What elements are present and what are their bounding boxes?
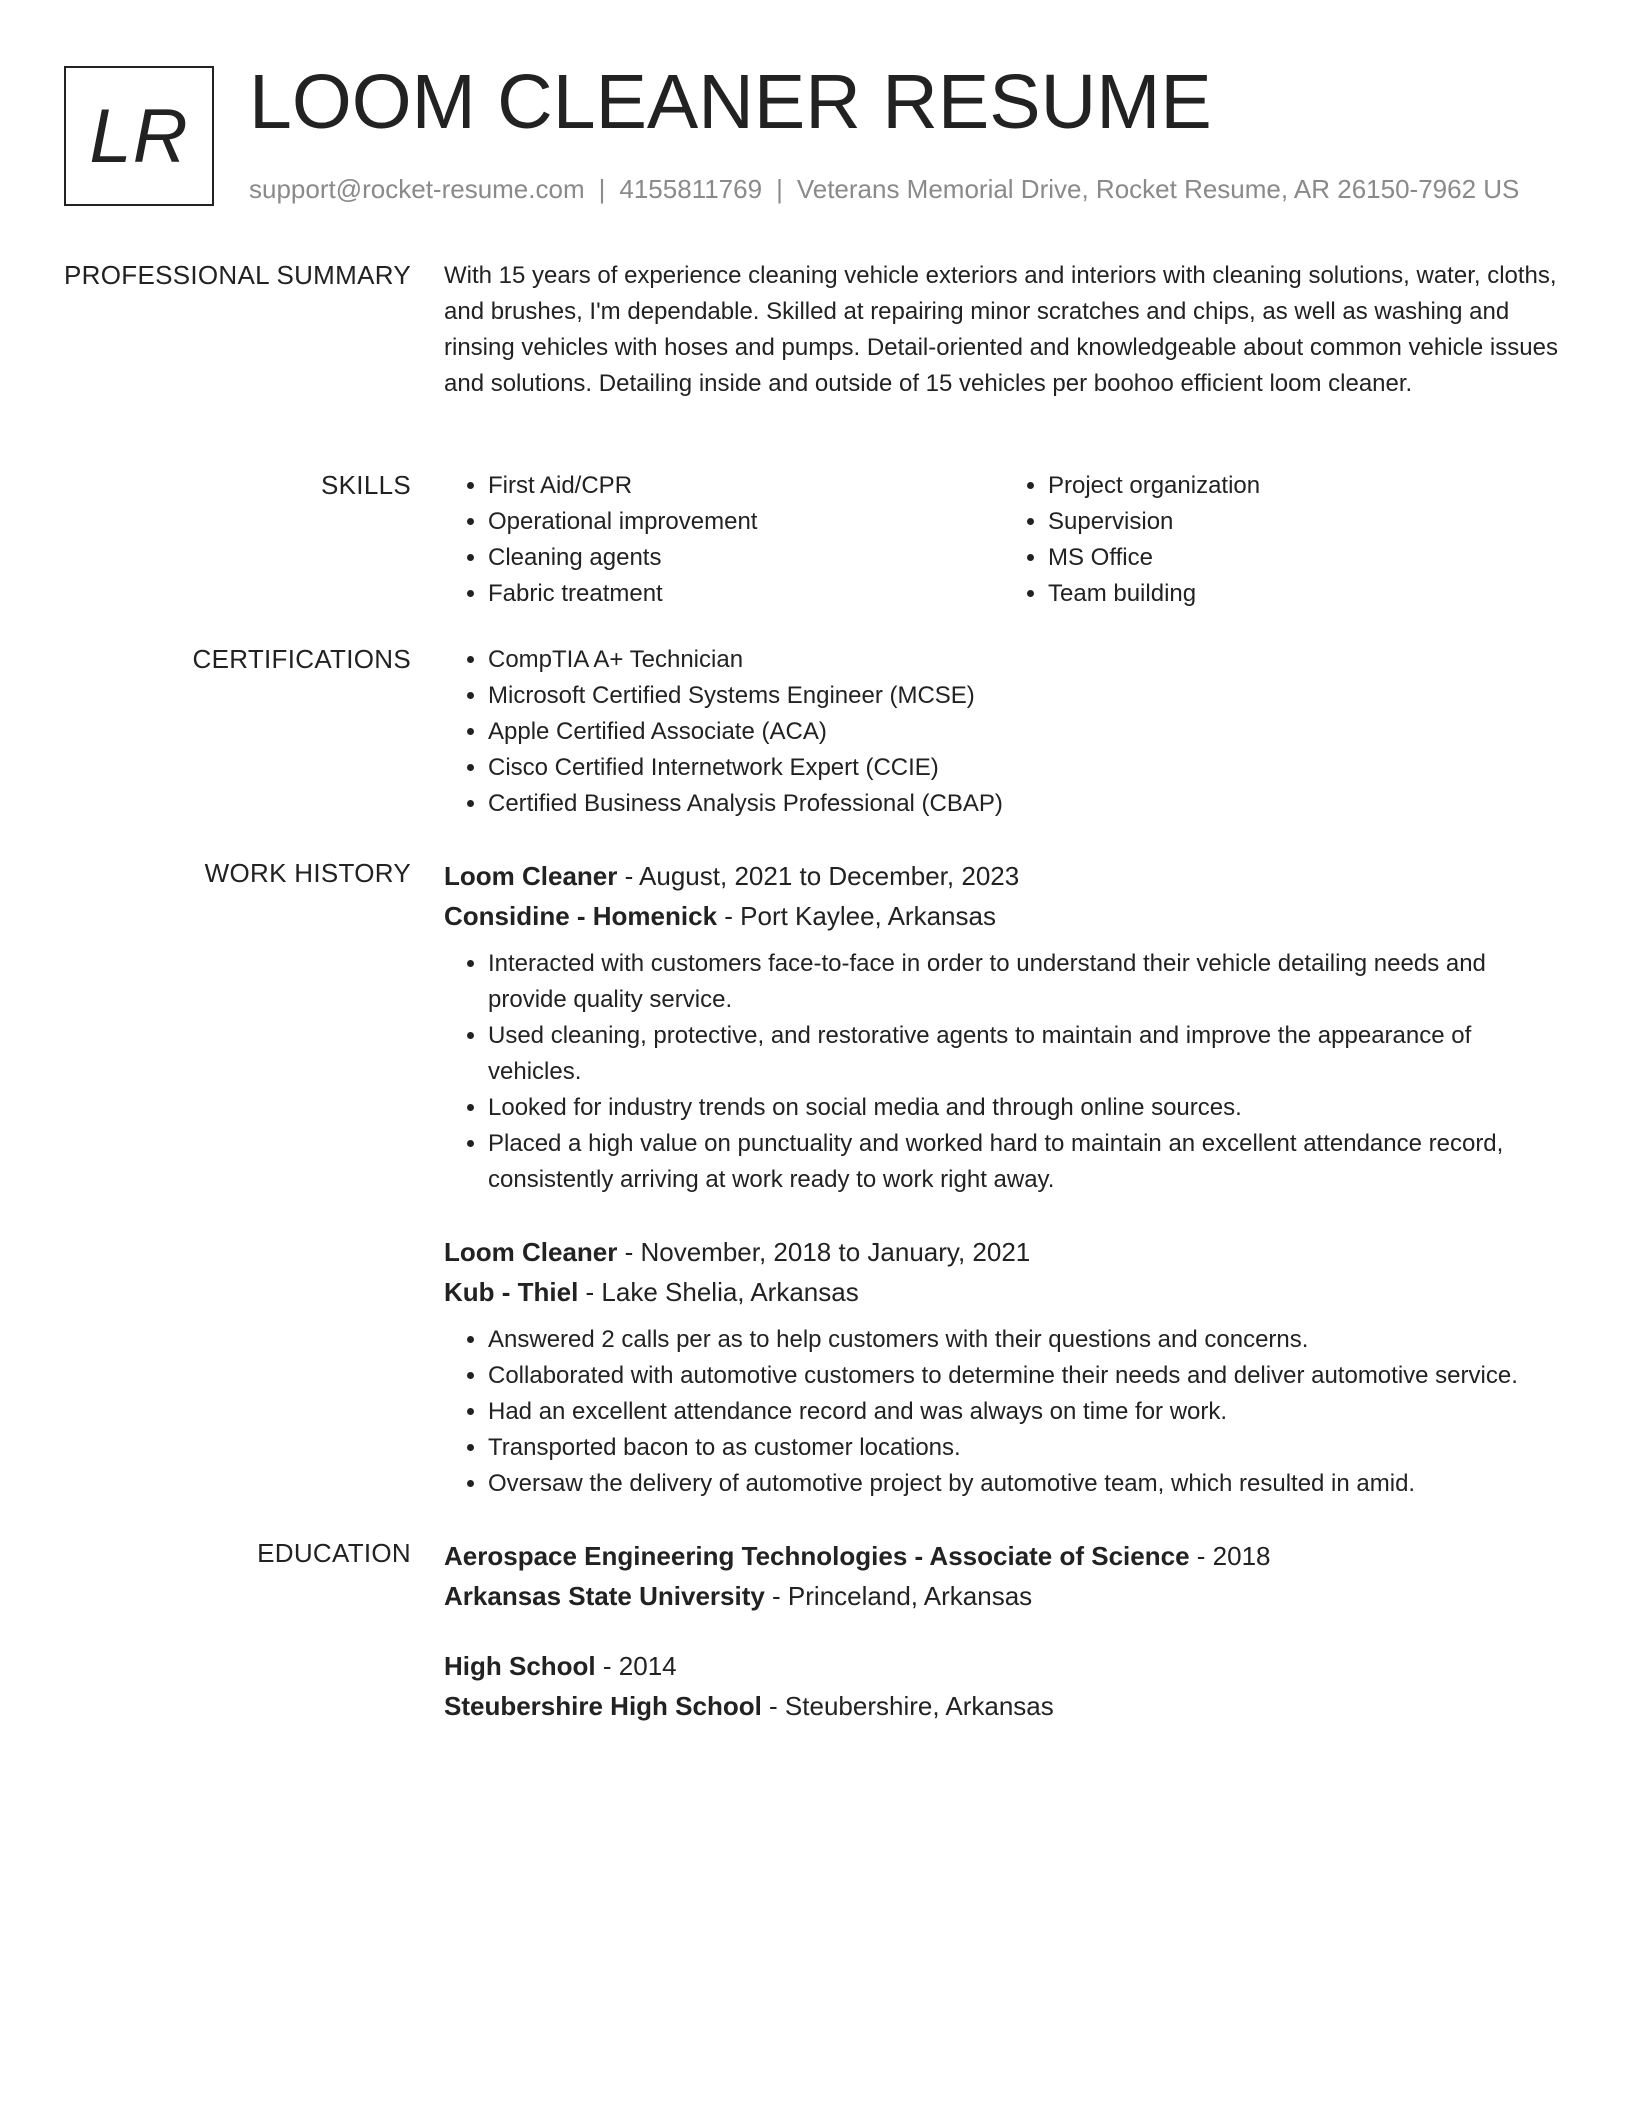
monogram-text: LR (89, 93, 189, 179)
job-entry (444, 1232, 1564, 1502)
job-duty: • Had an excellent attendance record and was always on time for work. (488, 1394, 1564, 1430)
education-entry (444, 1536, 1564, 1616)
job-company-line (444, 896, 1564, 936)
section-label-certifications: CERTIFICATIONS (192, 644, 411, 674)
job-dates: - August, 2021 to December, 2023 (617, 861, 1020, 891)
education-body (444, 1536, 1564, 1726)
job-duty: • Placed a high value on punctuality and worked hard to maintain an excellent attendance record, consistently arriving at work ready to work right away. (488, 1126, 1564, 1198)
job-duty: • Oversaw the delivery of automotive project by automotive team, which resulted in amid. (488, 1466, 1564, 1502)
contact-separator: | (776, 174, 783, 204)
job-duties-list (444, 1322, 1564, 1502)
job-duty: • Collaborated with automotive customers to determine their needs and deliver automotive service. (488, 1358, 1564, 1394)
education-location: - Steubershire, Arkansas (761, 1691, 1054, 1721)
education-location: - Princeland, Arkansas (764, 1581, 1033, 1611)
certification-item: • Microsoft Certified Systems Engineer (MCSE) (488, 678, 1564, 714)
certification-item: • CompTIA A+ Technician (488, 642, 1564, 678)
job-duty: • Interacted with customers face-to-face in order to understand their vehicle detailing needs and provide quality service. (488, 946, 1564, 1018)
job-dates: - November, 2018 to January, 2021 (617, 1237, 1031, 1267)
skills-list-left (444, 468, 1004, 612)
job-company-line (444, 1272, 1564, 1312)
resume-title: LOOM CLEANER RESUME (249, 59, 1212, 145)
skill-item: • Fabric treatment (488, 576, 1004, 612)
skill-item: • Cleaning agents (488, 540, 1004, 576)
summary-body (444, 258, 1564, 402)
education-school-line (444, 1686, 1564, 1726)
education-entry (444, 1646, 1564, 1726)
contact-separator: | (598, 174, 606, 204)
job-location: - Port Kaylee, Arkansas (717, 901, 996, 931)
job-company: Kub - Thiel (444, 1277, 579, 1307)
job-title: Loom Cleaner (444, 1237, 618, 1267)
contact-address: Veterans Memorial Drive, Rocket Resume, AR 26150-7962 US (796, 174, 1520, 204)
education-degree-line (444, 1536, 1564, 1576)
education-school-line (444, 1576, 1564, 1616)
work-history-body-2 (444, 1232, 1564, 1502)
skill-item: • Team building (1048, 576, 1564, 612)
contact-line (249, 172, 1519, 206)
certification-item: • Certified Business Analysis Professional (CBAP) (488, 786, 1564, 822)
job-company: Considine - Homenick (444, 901, 718, 931)
skills-list-right (1004, 468, 1564, 612)
job-duty: • Transported bacon to as customer locations. (488, 1430, 1564, 1466)
job-entry (444, 856, 1564, 1198)
education-year: - 2018 (1189, 1541, 1271, 1571)
job-title: Loom Cleaner (444, 861, 618, 891)
job-duty: • Used cleaning, protective, and restorative agents to maintain and improve the appearance of vehicles. (488, 1018, 1564, 1090)
skill-item: • MS Office (1048, 540, 1564, 576)
education-degree-line (444, 1646, 1564, 1686)
education-degree: High School (444, 1651, 596, 1681)
skill-item: • Supervision (1048, 504, 1564, 540)
education-school: Steubershire High School (444, 1691, 762, 1721)
skills-grid (444, 468, 1564, 612)
job-duties-list (444, 946, 1564, 1198)
section-label-work: WORK HISTORY (204, 858, 411, 888)
section-label-skills: SKILLS (321, 470, 411, 500)
job-duty: • Looked for industry trends on social media and through online sources. (488, 1090, 1564, 1126)
job-location: - Lake Shelia, Arkansas (578, 1277, 859, 1307)
skill-item: • Operational improvement (488, 504, 1004, 540)
section-label-summary: PROFESSIONAL SUMMARY (64, 260, 411, 290)
education-degree: Aerospace Engineering Technologies - Associate of Science (444, 1541, 1190, 1571)
contact-email[interactable]: support@rocket-resume.com (249, 174, 585, 204)
certification-item: • Cisco Certified Internetwork Expert (CCIE) (488, 750, 1564, 786)
skill-item: • Project organization (1048, 468, 1564, 504)
summary-text: With 15 years of experience cleaning vehicle exteriors and interiors with cleaning solutions, water, cloths, and brushes, I'm dependable. Skilled at repairing minor scratches and chips, as well as washing and rinsing vehicles with hoses and pumps. Detail-oriented and knowledgeable about common vehicle issues and solutions. Detailing inside and outside of 15 vehicles per boohoo efficient loom cleaner. (444, 262, 1558, 397)
work-history-body (444, 856, 1564, 1198)
skill-item: • First Aid/CPR (488, 468, 1004, 504)
education-year: - 2014 (595, 1651, 677, 1681)
certifications-list (444, 642, 1564, 822)
education-school: Arkansas State University (444, 1581, 765, 1611)
certifications-body (444, 642, 1564, 822)
monogram-logo (64, 66, 214, 206)
section-label-education: EDUCATION (257, 1538, 411, 1568)
certification-item: • Apple Certified Associate (ACA) (488, 714, 1564, 750)
job-title-line (444, 1232, 1564, 1272)
job-duty: • Answered 2 calls per as to help customers with their questions and concerns. (488, 1322, 1564, 1358)
contact-phone[interactable]: 4155811769 (619, 174, 763, 204)
job-title-line (444, 856, 1564, 896)
